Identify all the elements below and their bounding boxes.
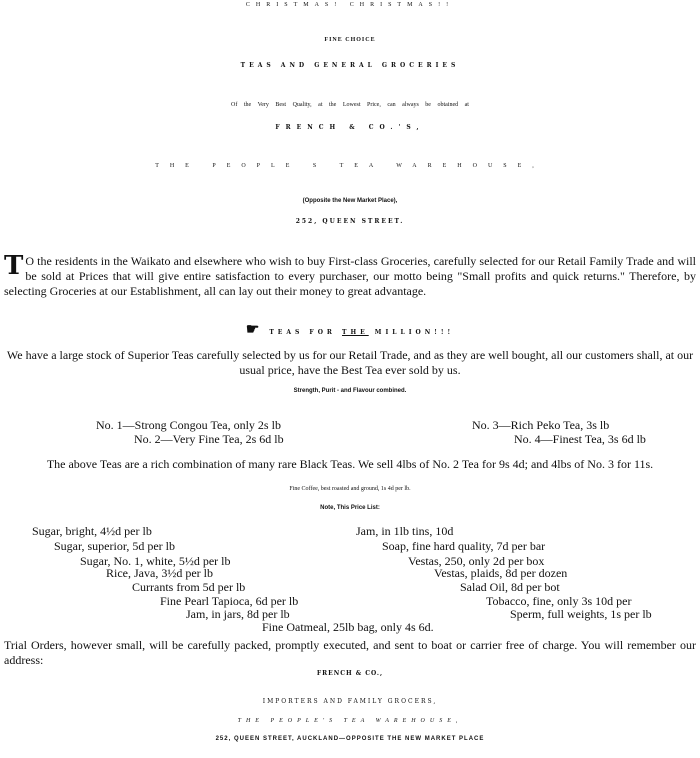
price-item: Jam, in jars, 8d per lb	[186, 607, 290, 621]
million-text-end: MILLION!!!	[368, 329, 455, 336]
quality-tagline: Of the Very Best Quality, at the Lowest Price, can always be obtained at	[231, 102, 469, 108]
price-item: Currants from 5d per lb	[132, 580, 246, 594]
price-item: Jam, in 1lb tins, 10d	[356, 524, 454, 538]
intro-text: O the residents in the Waikato and elsewhere who wish to buy First-class Groceries, carefully selected for our Retail Family Trade and will be sold at Prices that will give entire satisfaction to every purchaser, our motto being "Small profits and quick returns." Therefore, by selecting Groceries at our Establishment, all can lay out their money to great advantage.	[4, 254, 696, 298]
warehouse-heading: THE PEOPLE S TEA WAREHOUSE,	[155, 163, 545, 169]
price-list-heading: Note, This Price List:	[320, 505, 380, 511]
drop-cap: T	[4, 251, 24, 281]
intro-paragraph	[4, 251, 696, 299]
pointing-hand-icon: ☛	[245, 320, 264, 338]
price-item: Sugar, superior, 5d per lb	[54, 539, 176, 553]
million-text-underlined: THE	[342, 329, 369, 336]
firm-name-heading: FRENCH & CO.'S,	[275, 124, 425, 131]
footer-address: 252, QUEEN STREET, AUCKLAND—OPPOSITE THE NEW MARKET PLACE	[215, 736, 485, 742]
tea-item: No. 3—Rich Peko Tea, 3s lb	[472, 418, 610, 432]
footer-warehouse: THE PEOPLE'S TEA WAREHOUSE,	[237, 718, 463, 724]
price-item: Salad Oil, 8d per bot	[460, 580, 560, 594]
strength-heading: Strength, Purit - and Flavour combined.	[293, 388, 407, 394]
price-item: Sugar, No. 1, white, 5½d per lb	[80, 554, 231, 568]
price-item: Vestas, 250, only 2d per box	[408, 554, 545, 568]
price-item: Fine Pearl Tapioca, 6d per lb	[160, 594, 299, 608]
street-address-heading: 252, QUEEN STREET.	[295, 218, 405, 225]
price-item: Fine Oatmeal, 25lb bag, only 4s 6d.	[262, 620, 434, 634]
price-item: Rice, Java, 3½d per lb	[106, 566, 213, 580]
coffee-line: Fine Coffee, best roasted and ground, 1s 4d per lb.	[289, 486, 411, 492]
fine-choice-heading: FINE CHOICE	[324, 37, 376, 43]
price-item: Soap, fine hard quality, 7d per bar	[382, 539, 546, 553]
footer-importers: IMPORTERS AND FAMILY GROCERS,	[262, 698, 438, 705]
tea-item: No. 1—Strong Congou Tea, only 2s lb	[96, 418, 281, 432]
footer-firm-name: FRENCH & CO.,	[316, 670, 384, 677]
price-item: Tobacco, fine, only 3s 10d per	[486, 594, 632, 608]
teas-groceries-heading: TEAS AND GENERAL GROCERIES	[240, 62, 460, 69]
trial-orders-paragraph: Trial Orders, however small, will be carefully packed, promptly executed, and sent to boat or carrier free of charge. You will remember our address:	[4, 638, 696, 667]
teas-for-million-heading	[0, 320, 700, 338]
price-item: Vestas, plaids, 8d per dozen	[434, 566, 568, 580]
price-item: Sugar, bright, 4½d per lb	[32, 524, 152, 538]
tea-item: No. 2—Very Fine Tea, 2s 6d lb	[134, 432, 284, 446]
blend-paragraph: The above Teas are a rich combination of many rare Black Teas. We sell 4lbs of No. 2 Tea for 9s 4d; and 4lbs of No. 3 for 11s.	[46, 457, 654, 471]
christmas-heading: CHRISTMAS! CHRISTMAS!!	[245, 2, 455, 8]
price-item: Sperm, full weights, 1s per lb	[510, 607, 652, 621]
location-note: (Opposite the New Market Place),	[302, 198, 398, 204]
tea-item: No. 4—Finest Tea, 3s 6d lb	[514, 432, 646, 446]
stock-paragraph: We have a large stock of Superior Teas carefully selected by us for our Retail Trade, and as they are well bought, all our customers shall, at our usual price, have the Best Tea ever sold by us.	[6, 348, 694, 377]
million-text-start: TEAS FOR	[269, 329, 342, 336]
